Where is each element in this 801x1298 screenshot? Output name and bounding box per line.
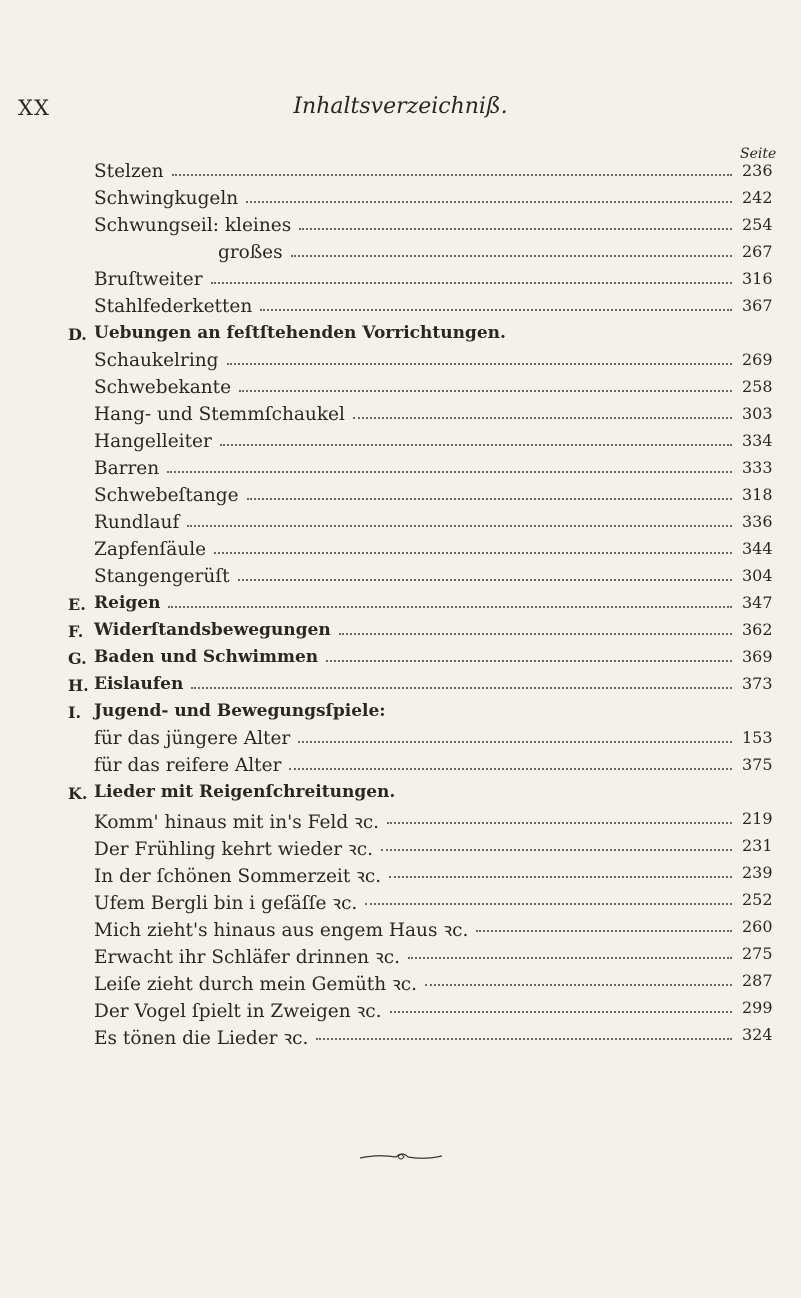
toc-entry [0, 215, 801, 242]
toc-entry [0, 863, 801, 890]
toc-entry [0, 350, 801, 377]
toc-entry [0, 890, 801, 917]
entry-label: Hangelleiter [94, 431, 212, 452]
dot-leader [339, 633, 732, 635]
page-ref: 275 [742, 944, 773, 963]
page-ref: 336 [742, 512, 773, 531]
entry-label: Ufem Bergli bin i geſäſſe ꝛc. [94, 893, 358, 914]
page-ref: 362 [742, 620, 773, 639]
page-ref: 231 [742, 836, 773, 855]
page-ref: 258 [742, 377, 773, 396]
section-title: Uebungen an feſtſtehenden Vorrichtungen. [94, 323, 506, 343]
toc-entry [0, 404, 801, 431]
toc-entry [0, 755, 801, 782]
page-ref: 252 [742, 890, 773, 909]
page-ref: 316 [742, 269, 773, 288]
dot-leader [326, 660, 732, 662]
section-letter: H. [68, 676, 89, 695]
page-ref: 239 [742, 863, 773, 882]
page-ref: 287 [742, 971, 773, 990]
dot-leader [476, 930, 732, 932]
toc-entry [0, 458, 801, 485]
toc-entry [0, 296, 801, 323]
page-ref: 367 [742, 296, 773, 315]
dot-leader [211, 282, 732, 284]
toc-entry [0, 539, 801, 566]
dot-leader [227, 363, 733, 365]
dot-leader [425, 984, 732, 986]
entry-label: Der Frühling kehrt wieder ꝛc. [94, 839, 373, 860]
page-ref: 254 [742, 215, 773, 234]
page-ref: 304 [742, 566, 773, 585]
entry-label: Schwebekante [94, 377, 232, 398]
dot-leader [299, 228, 732, 230]
page-ref: 333 [742, 458, 773, 477]
entry-label: Komm' hinaus mit in's Feld ꝛc. [94, 812, 380, 833]
toc-entry [0, 917, 801, 944]
entry-label: Bruſtweiter [94, 269, 203, 290]
section-title: Reigen [94, 593, 161, 613]
section-title: Eislaufen [94, 674, 184, 694]
entry-label: Stahlfederketten [94, 296, 253, 317]
dot-leader [172, 174, 732, 176]
page-ref: 303 [742, 404, 773, 423]
dot-leader [220, 444, 732, 446]
section-letter: K. [68, 784, 88, 803]
dot-leader [408, 957, 732, 959]
entry-label: großes [218, 242, 283, 263]
dot-leader [246, 201, 732, 203]
page-title: Inhaltsverzeichniß. [293, 94, 508, 119]
toc-entry [0, 944, 801, 971]
dot-leader [298, 741, 732, 743]
page-ref: 299 [742, 998, 773, 1017]
page-column-header: Seite [740, 146, 777, 162]
dot-leader [214, 552, 732, 554]
page-ref: 269 [742, 350, 773, 369]
entry-label: Schwebeſtange [94, 485, 239, 506]
entry-label: Mich zieht's hinaus aus engem Haus ꝛc. [94, 920, 469, 941]
page-ref: 153 [742, 728, 773, 747]
dot-leader [239, 390, 732, 392]
entry-label: Zapfenſäule [94, 539, 207, 560]
ornament-divider-icon [358, 1150, 444, 1164]
entry-label: Es tönen die Lieder ꝛc. [94, 1028, 309, 1049]
toc-entry [0, 431, 801, 458]
entry-label: In der ſchönen Sommerzeit ꝛc. [94, 866, 382, 887]
page-ref: 219 [742, 809, 773, 828]
dot-leader [168, 606, 732, 608]
dot-leader [238, 579, 732, 581]
toc-entry [0, 566, 801, 593]
toc-entry [0, 1025, 801, 1052]
toc-section [0, 647, 801, 674]
toc-entry [0, 512, 801, 539]
section-letter: I. [68, 703, 82, 722]
toc-section [0, 701, 801, 728]
toc-entry [0, 188, 801, 215]
section-letter: E. [68, 595, 86, 614]
dot-leader [365, 903, 732, 905]
entry-label: Hang- und Stemmſchaukel [94, 404, 345, 425]
page-ref: 373 [742, 674, 773, 693]
entry-label: Stelzen [94, 161, 164, 182]
entry-label: Der Vogel ſpielt in Zweigen ꝛc. [94, 1001, 382, 1022]
toc-entry [0, 728, 801, 755]
toc-section [0, 782, 801, 809]
page-ref: 334 [742, 431, 773, 450]
toc-entry [0, 485, 801, 512]
dot-leader [316, 1038, 732, 1040]
entry-label: Barren [94, 458, 160, 479]
toc-entry [0, 998, 801, 1025]
toc-entry [0, 971, 801, 998]
toc-entry [0, 809, 801, 836]
entry-label: Schaukelring [94, 350, 219, 371]
toc-entry [0, 269, 801, 296]
section-title: Lieder mit Reigenſchreitungen. [94, 782, 396, 802]
dot-leader [289, 768, 732, 770]
toc-entries [0, 161, 801, 1052]
toc-entry [0, 242, 801, 269]
toc-section [0, 674, 801, 701]
page-ref: 344 [742, 539, 773, 558]
toc-entry [0, 836, 801, 863]
page-ref: 242 [742, 188, 773, 207]
toc-entry [0, 161, 801, 188]
toc-entry [0, 377, 801, 404]
page-ref: 267 [742, 242, 773, 261]
entry-label: Leiſe zieht durch mein Gemüth ꝛc. [94, 974, 418, 995]
page-ref: 260 [742, 917, 773, 936]
dot-leader [191, 687, 732, 689]
entry-label: Erwacht ihr Schläfer drinnen ꝛc. [94, 947, 400, 968]
toc-section [0, 323, 801, 350]
entry-label: Schwungseil: kleines [94, 215, 292, 236]
section-letter: G. [68, 649, 87, 668]
section-letter: D. [68, 325, 87, 344]
section-letter: F. [68, 622, 84, 641]
dot-leader [167, 471, 732, 473]
entry-label: Schwingkugeln [94, 188, 239, 209]
dot-leader [389, 876, 732, 878]
page-ref: 324 [742, 1025, 773, 1044]
entry-label: für das jüngere Alter [94, 728, 291, 749]
dot-leader [381, 849, 732, 851]
dot-leader [390, 1011, 732, 1013]
dot-leader [260, 309, 732, 311]
page-ref: 318 [742, 485, 773, 504]
entry-label: Stangengerüſt [94, 566, 230, 587]
section-title: Widerſtandsbewegungen [94, 620, 331, 640]
page-ref: 375 [742, 755, 773, 774]
dot-leader [387, 822, 732, 824]
page-ref: 236 [742, 161, 773, 180]
dot-leader [187, 525, 732, 527]
toc-section [0, 620, 801, 647]
page-ref: 369 [742, 647, 773, 666]
entry-label: für das reifere Alter [94, 755, 282, 776]
entry-label: Rundlauf [94, 512, 180, 533]
toc-section [0, 593, 801, 620]
dot-leader [247, 498, 732, 500]
dot-leader [353, 417, 732, 419]
section-title: Baden und Schwimmen [94, 647, 319, 667]
page-ref: 347 [742, 593, 773, 612]
page-number: XX [18, 96, 50, 120]
section-title: Jugend- und Bewegungsſpiele: [94, 701, 386, 721]
dot-leader [291, 255, 732, 257]
